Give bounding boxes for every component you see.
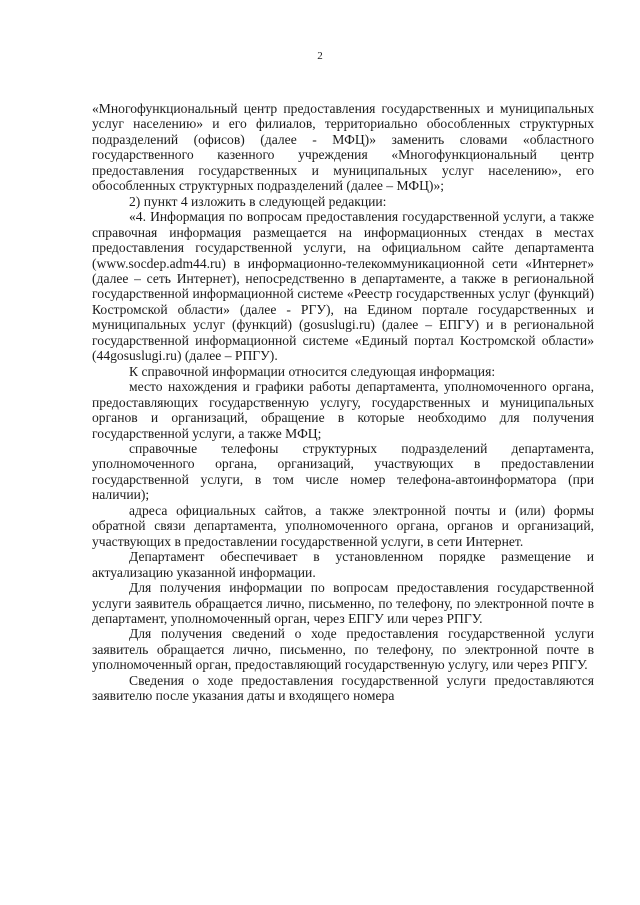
paragraph-9: Для получения информации по вопросам предоставления государственной услуги заявитель обращается лично, письменно, по телефону, по электронной почте в департамент, уполномоченный орган, через ЕПГУ или через РПГУ. bbox=[92, 580, 594, 626]
document-body bbox=[92, 101, 594, 704]
paragraph-6: справочные телефоны структурных подразделений департамента, уполномоченного органа, организаций, участвующих в предоставлении государственной услуги, в том числе номер телефона-автоинформатора (при наличии); bbox=[92, 440, 594, 503]
paragraph-8: Департамент обеспечивает в установленном порядке размещение и актуализацию указанной информации. bbox=[92, 549, 594, 580]
paragraph-7: адреса официальных сайтов, а также электронной почты и (или) формы обратной связи департамента, уполномоченного органа, органов и организаций, участвующих в предоставлении государственной услуги, в сети Интернет. bbox=[92, 502, 594, 549]
paragraph-5: место нахождения и графики работы департамента, уполномоченного органа, предоставляющих государственную услугу, государственных и муниципальных органов и организаций, обращение в которые необходимо для получения государственной услуги, а также МФЦ; bbox=[92, 379, 594, 441]
paragraph-4: К справочной информации относится следующая информация: bbox=[129, 363, 496, 379]
paragraph-1: «Многофункциональный центр предоставления государственных и муниципальных услуг населению» и его филиалов, территориально обособленных структурных подразделений (офисов) (далее - МФЦ)» заменить словами «областного государственного казенного учреждения «Многофункциональный центр предоставления государственных и муниципальных услуг населению», его обособленных структурных подразделений (далее – МФЦ)»; bbox=[92, 101, 594, 194]
paragraph-10: Для получения сведений о ходе предоставления государственной услуги заявитель обращается лично, письменно, по телефону, по электронной почте в уполномоченный орган, предоставляющий государственную услугу, или через РПГУ. bbox=[92, 626, 594, 673]
paragraph-2: 2) пункт 4 изложить в следующей редакции: bbox=[129, 193, 387, 209]
paragraph-11: Сведения о ходе предоставления государственной услуги предоставляются заявителю после указания даты и входящего номера bbox=[92, 672, 594, 704]
paragraph-3: «4. Информация по вопросам предоставления государственной услуги, а также справочная информация размещается на информационных стендах в местах предоставления государственной услуги, на официальном сайте департамента (www.socdep.adm44.ru) в информационно-телекоммуникационной сети «Интернет» (далее – сеть Интернет), непосредственно в департаменте, а также в региональной государственной информационной системе «Реестр государственных услуг (функций) Костромской области» (далее - РГУ), на Едином портале государственных и муниципальных услуг (функций) (gosuslugi.ru) (далее – ЕПГУ) и в региональной государственной информационной системе «Единый портал Костромской области» (44gosuslugi.ru) (далее – РПГУ). bbox=[92, 209, 594, 364]
page-number: 2 bbox=[317, 50, 323, 62]
